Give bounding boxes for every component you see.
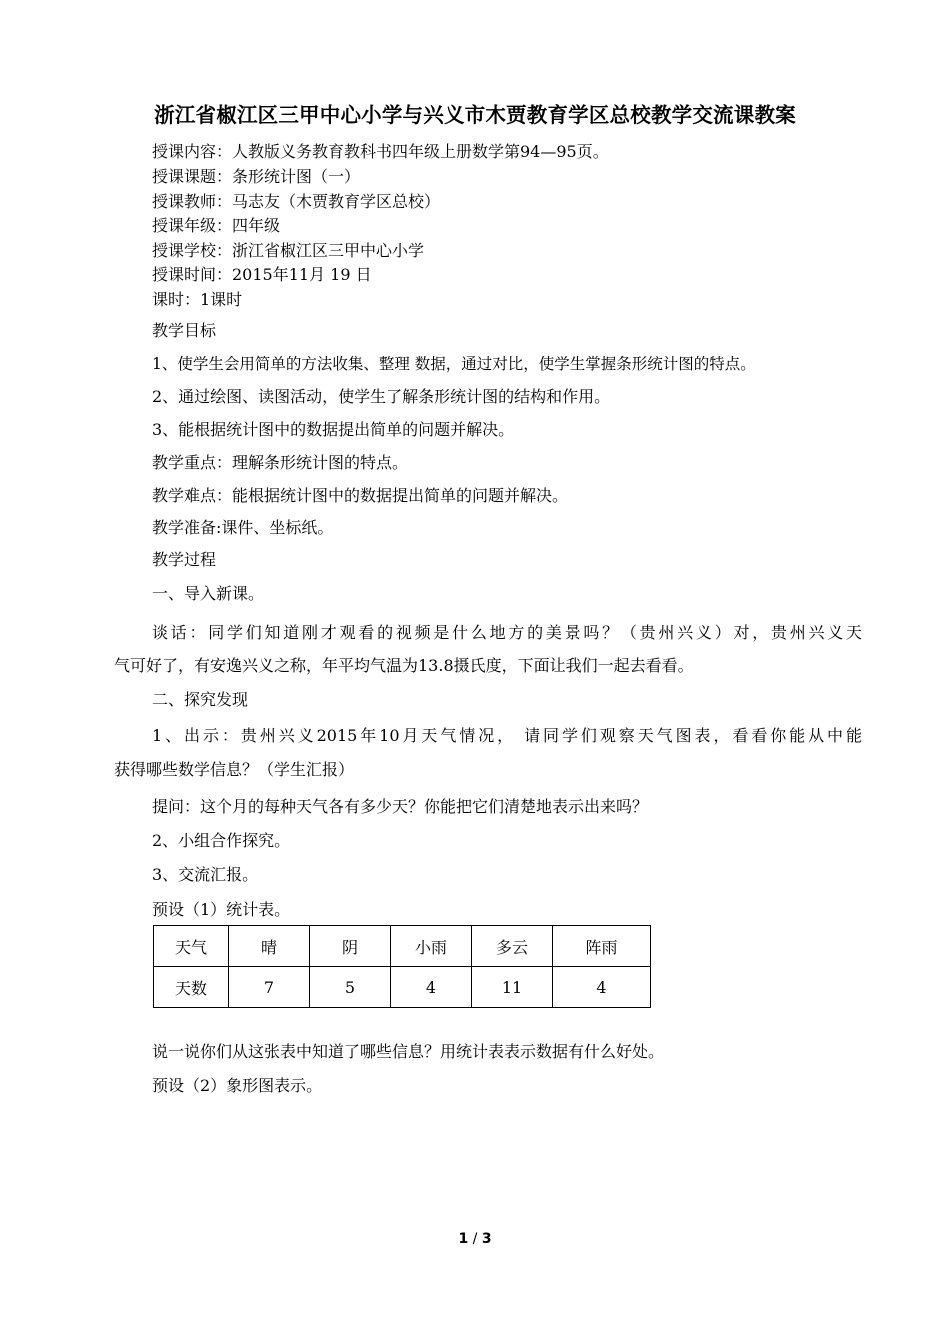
question-text: 提问：这个月的每种天气各有多少天？你能把它们清楚地表示出来吗？ xyxy=(152,797,649,816)
info-grade: 授课年级：四年级 xyxy=(152,216,281,235)
table-cell: 4 xyxy=(391,967,472,1008)
section-explore: 二、探究发现 xyxy=(152,690,249,709)
goal-item: 2、通过绘图、读图活动，使学生了解条形统计图的结构和作用。 xyxy=(152,387,611,406)
section-intro: 一、导入新课。 xyxy=(152,584,265,603)
talk-paragraph-line2: 气可好了，有安逸兴义之称，年平均气温为13.8摄氏度，下面让我们一起去看看。 xyxy=(114,656,694,675)
table-header-cell: 阴 xyxy=(310,926,391,967)
talk-paragraph-line1: 谈话：同学们知道刚才观看的视频是什么地方的美景吗？（贵州兴义）对，贵州兴义天 xyxy=(152,623,862,642)
preset1-text: 预设（1）统计表。 xyxy=(152,900,291,919)
table-header-cell: 小雨 xyxy=(391,926,472,967)
step1-line1: 1、出示：贵州兴义2015年10月天气情况， 请同学们观察天气图表，看看你能从中能 xyxy=(152,726,862,745)
current-page: 1 xyxy=(458,1231,469,1247)
info-hours: 课时：1课时 xyxy=(152,290,243,309)
info-school: 授课学校：浙江省椒江区三甲中心小学 xyxy=(152,241,425,260)
table-cell: 11 xyxy=(472,967,553,1008)
key-point: 教学重点：理解条形统计图的特点。 xyxy=(152,453,409,472)
info-content: 授课内容：人教版义务教育教科书四年级上册数学第94—95页。 xyxy=(152,142,609,161)
step3-text: 3、交流汇报。 xyxy=(152,865,259,884)
total-pages: 3 xyxy=(481,1231,492,1247)
difficulty: 教学难点：能根据统计图中的数据提出简单的问题并解决。 xyxy=(152,486,569,505)
table-header-row xyxy=(154,926,651,967)
page-separator: / xyxy=(468,1231,482,1247)
goal-item: 3、能根据统计图中的数据提出简单的问题并解决。 xyxy=(152,420,515,439)
table-cell: 7 xyxy=(229,967,310,1008)
table-header-cell: 阵雨 xyxy=(553,926,651,967)
goal-item: 1、使学生会用简单的方法收集、整理 数据，通过对比，使学生掌握条形统计图的特点。 xyxy=(152,355,756,373)
table-header-cell: 晴 xyxy=(229,926,310,967)
preparation: 教学准备:课件、坐标纸。 xyxy=(152,518,334,537)
table-header-label: 天气 xyxy=(154,926,229,967)
preset2-text: 预设（2）象形图表示。 xyxy=(152,1076,323,1095)
process-heading: 教学过程 xyxy=(152,550,217,569)
info-topic: 授课课题：条形统计图（一） xyxy=(152,167,361,186)
info-teacher: 授课教师：马志友（木贾教育学区总校） xyxy=(152,192,441,211)
goals-heading: 教学目标 xyxy=(152,321,217,340)
table-cell: 5 xyxy=(310,967,391,1008)
document-title: 浙江省椒江区三甲中心小学与兴义市木贾教育学区总校教学交流课教案 xyxy=(154,103,796,127)
after-table-text: 说一说你们从这张表中知道了哪些信息？用统计表表示数据有什么好处。 xyxy=(152,1042,665,1061)
table-row-label: 天数 xyxy=(154,967,229,1008)
table-row xyxy=(154,967,651,1008)
info-time: 授课时间：2015年11月 19 日 xyxy=(152,265,372,284)
weather-stats-table xyxy=(153,925,651,1008)
step1-line2: 获得哪些数学信息？（学生汇报） xyxy=(114,760,355,779)
page-number xyxy=(0,1231,950,1247)
table-cell: 4 xyxy=(553,967,651,1008)
step2-text: 2、小组合作探究。 xyxy=(152,831,291,850)
table-header-cell: 多云 xyxy=(472,926,553,967)
